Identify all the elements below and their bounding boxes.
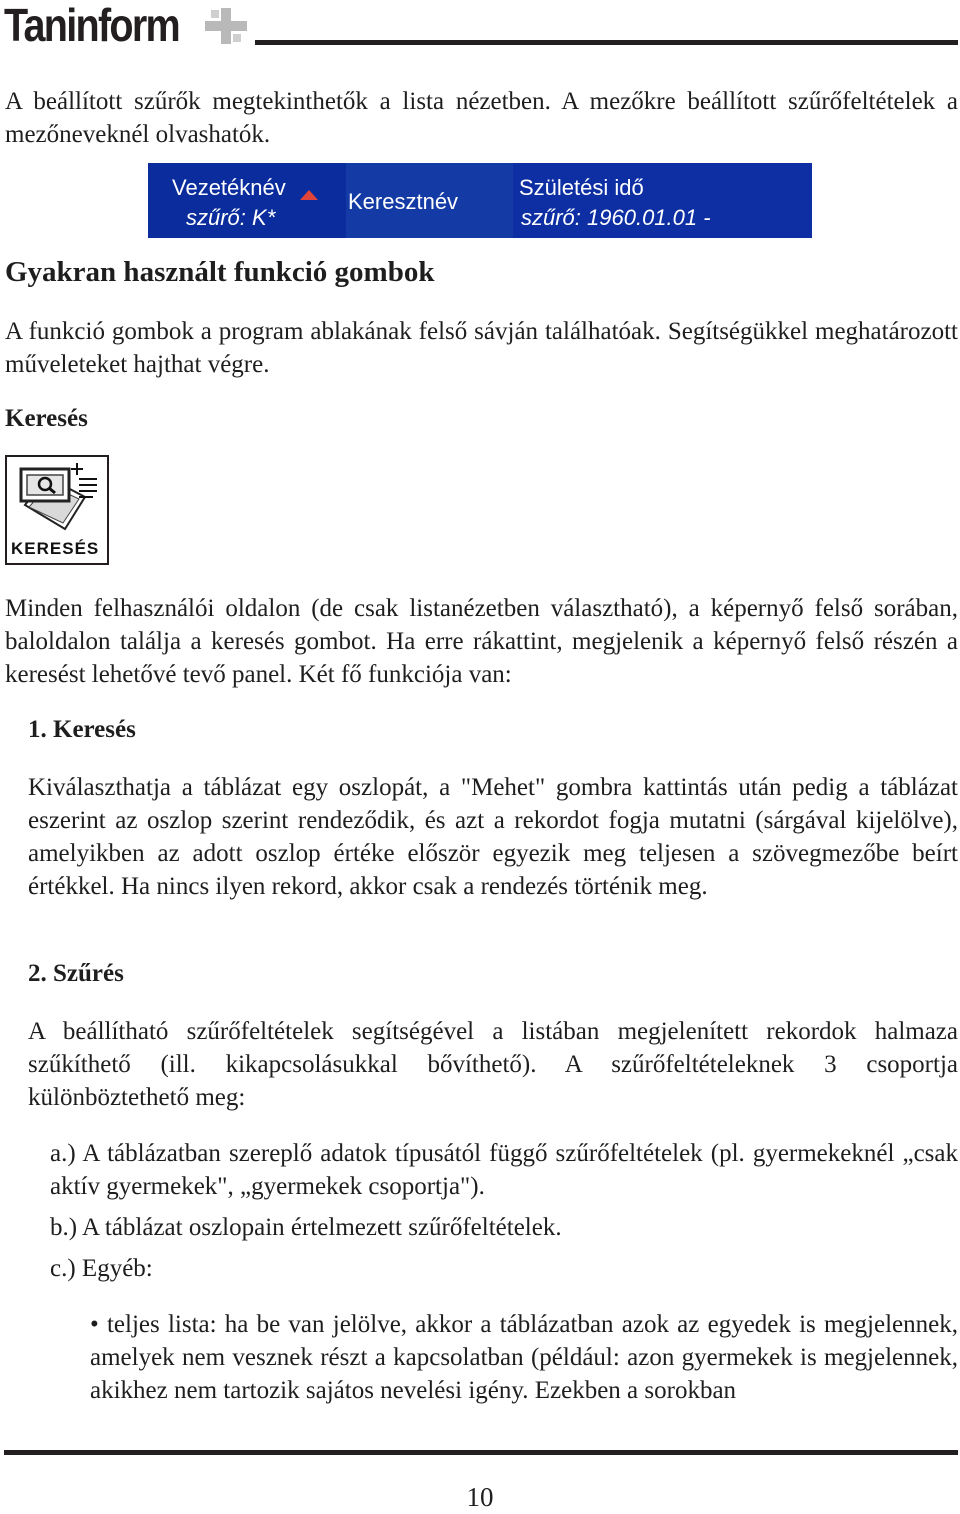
function2-heading: 2. Szűrés — [28, 960, 124, 987]
column-header-vezeteknev[interactable] — [148, 163, 346, 238]
section-title: Gyakran használt funkció gombok — [5, 256, 435, 288]
footer-rule — [4, 1450, 958, 1455]
column-header-keresztnev[interactable] — [346, 163, 513, 238]
column-header-szuletesi-ido[interactable] — [513, 163, 812, 238]
header-rule — [255, 40, 958, 45]
column-filter: szűrő: 1960.01.01 - — [521, 205, 711, 230]
logo — [4, 0, 207, 50]
search-button[interactable] — [5, 455, 109, 565]
search-icon — [7, 457, 107, 537]
logo-text: Taninform — [4, 0, 179, 51]
search-button-label: KERESÉS — [11, 539, 100, 558]
intro-paragraph: A beállított szűrők megtekinthetők a lista nézetben. A mezőkre beállított szűrőfeltételek a mezőneveknél olvashatók. — [5, 88, 958, 148]
page-number: 10 — [466, 1482, 494, 1512]
section-intro: A funkció gombok a program ablakának felső sávján találhatóak. Segítségükkel meghatározott műveleteket hajthat végre. — [5, 318, 958, 378]
search-heading: Keresés — [5, 405, 88, 432]
function1-text: Kiválaszthatja a táblázat egy oszlopát, a "Mehet" gombra kattintás után pedig a táblázat eszerint az oszlop szerint rendeződik, és azt a rekordot fogja mutatni (sárgával kijelölve), amelyikben az adott oszlop értéke először egyezik meg teljesen a szövegmezőbe beírt értékkel. Ha nincs ilyen rekord, akkor csak a rendezés történik meg. — [28, 774, 958, 900]
sort-ascending-icon — [300, 190, 318, 200]
filter-group-a: a.) A táblázatban szereplő adatok típusától függő szűrőfeltételek (pl. gyermekeknél „csak aktív gyermekek", „gyermekek csoportja"). — [50, 1140, 958, 1200]
filter-group-c: c.) Egyéb: — [50, 1255, 153, 1282]
logo-cross-icon — [203, 6, 249, 46]
function2-text: A beállítható szűrőfeltételek segítségével a listában megjelenített rekordok halmaza szűkíthető (ill. kikapcsolásukkal bővíthető). A szűrőfeltételeknek 3 csoportja különböztethető meg: — [28, 1018, 958, 1111]
column-name: Keresztnév — [348, 189, 459, 214]
column-filter: szűrő: K* — [186, 205, 276, 230]
filter-group-b: b.) A táblázat oszlopain értelmezett szűrőfeltételek. — [50, 1214, 562, 1241]
table-header-screenshot — [148, 163, 812, 238]
bullet-teljes-lista: • teljes lista: ha be van jelölve, akkor a táblázatban azok az egyedek is megjelennek, amelyek nem vesznek részt a kapcsolatban (például: azon gyermekek is megjelennek, akikhez nem tartozik sajátos nevelési igény. Ezekben a sorokban — [90, 1311, 958, 1404]
column-name: Születési idő — [519, 175, 644, 200]
column-name: Vezetéknév — [172, 175, 286, 200]
search-description: Minden felhasználói oldalon (de csak listanézetben választható), a képernyő felső sorában, baloldalon találja a keresés gombot. Ha erre rákattint, megjelenik a képernyő felső részén a keresést lehetővé tevő panel. Két fő funkciója van: — [5, 595, 958, 688]
function1-heading: 1. Keresés — [28, 716, 136, 743]
